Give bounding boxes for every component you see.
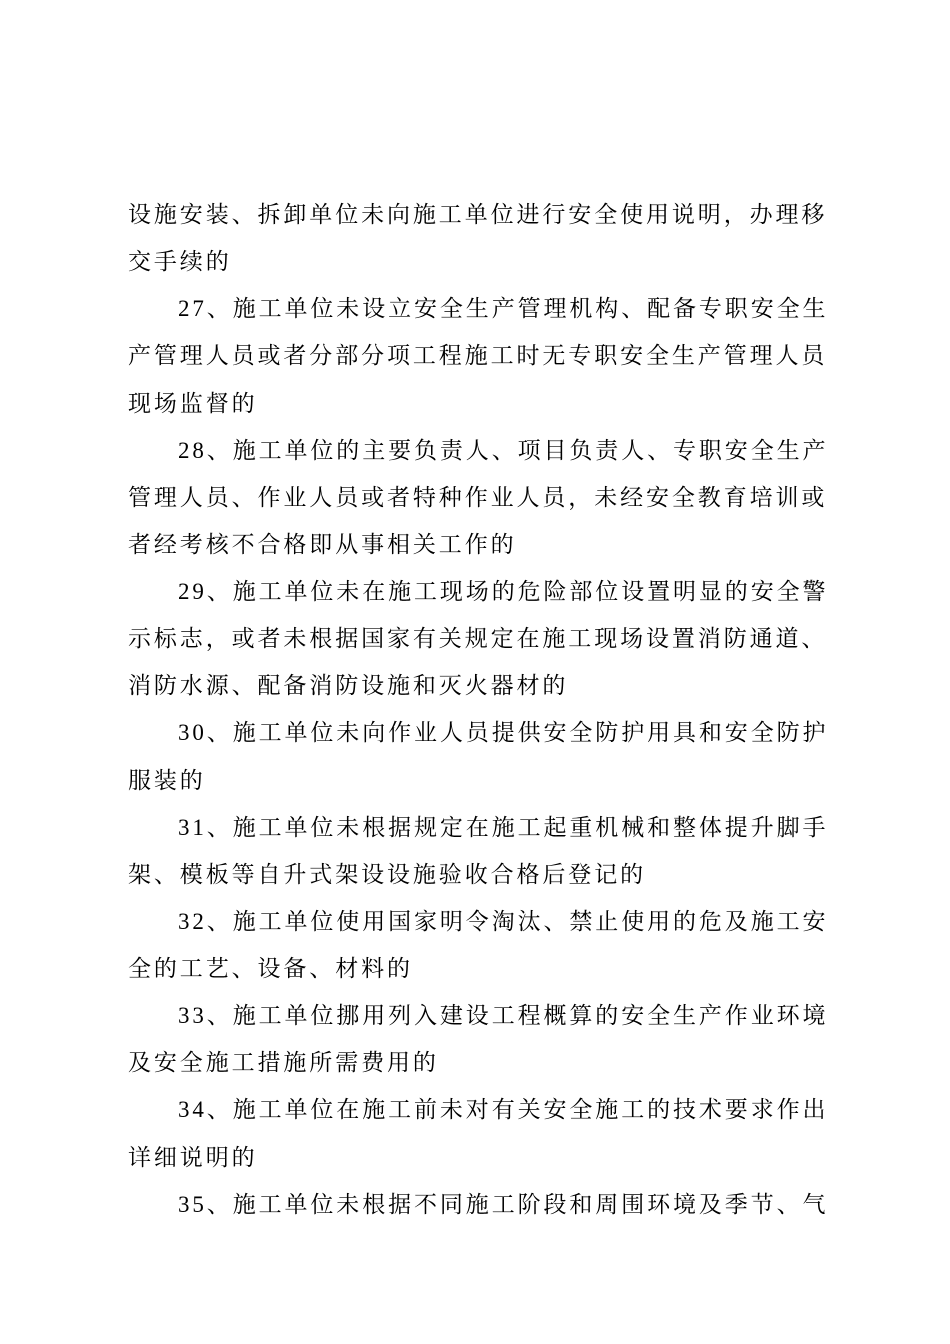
text-line: 30、施工单位未向作业人员提供安全防护用具和安全防护: [178, 720, 829, 746]
text-line: 31、施工单位未根据规定在施工起重机械和整体提升脚手: [178, 814, 829, 840]
paragraph-item-34: [128, 1086, 868, 1180]
paragraph-continuation: [128, 191, 868, 285]
text-line: 及安全施工措施所需费用的: [128, 1050, 439, 1076]
text-line: 32、施工单位使用国家明令淘汰、禁止使用的危及施工安: [178, 908, 829, 934]
text-line: 设施安装、拆卸单位未向施工单位进行安全使用说明，办理移: [128, 202, 828, 227]
paragraph-item-30: [128, 709, 868, 803]
text-line: 29、施工单位未在施工现场的危险部位设置明显的安全警: [178, 579, 829, 604]
text-line: 33、施工单位挪用列入建设工程概算的安全生产作业环境: [178, 1003, 829, 1029]
text-line: 示标志，或者未根据国家有关规定在施工现场设置消防通道、: [128, 626, 828, 652]
text-line: 35、施工单位未根据不同施工阶段和周围环境及季节、气: [178, 1191, 829, 1217]
paragraph-item-27: [128, 285, 868, 426]
text-line: 34、施工单位在施工前未对有关安全施工的技术要求作出: [178, 1097, 829, 1123]
paragraph-item-28: [128, 427, 868, 568]
text-line: 架、模板等自升式架设设施验收合格后登记的: [128, 861, 646, 887]
paragraph-item-33: [128, 992, 868, 1086]
text-line: 28、施工单位的主要负责人、项目负责人、专职安全生产: [178, 437, 829, 463]
text-line: 服装的: [128, 767, 206, 793]
text-line: 现场监督的: [128, 390, 258, 416]
text-line: 全的工艺、设备、材料的: [128, 956, 413, 981]
text-line: 27、施工单位未设立安全生产管理机构、配备专职安全生: [178, 296, 829, 322]
paragraph-item-31: [128, 804, 868, 898]
text-line: 详细说明的: [128, 1144, 258, 1170]
paragraph-item-35: [128, 1181, 868, 1228]
text-line: 交手续的: [128, 249, 232, 275]
document-body: [128, 191, 868, 1228]
text-line: 消防水源、配备消防设施和灭火器材的: [128, 673, 569, 699]
paragraph-item-29: [128, 568, 868, 709]
text-line: 者经考核不合格即从事相关工作的: [128, 531, 517, 557]
paragraph-item-32: [128, 898, 868, 992]
text-line: 产管理人员或者分部分项工程施工时无专职安全生产管理人员: [128, 343, 828, 369]
text-line: 管理人员、作业人员或者特种作业人员，未经安全教育培训或: [128, 484, 828, 510]
